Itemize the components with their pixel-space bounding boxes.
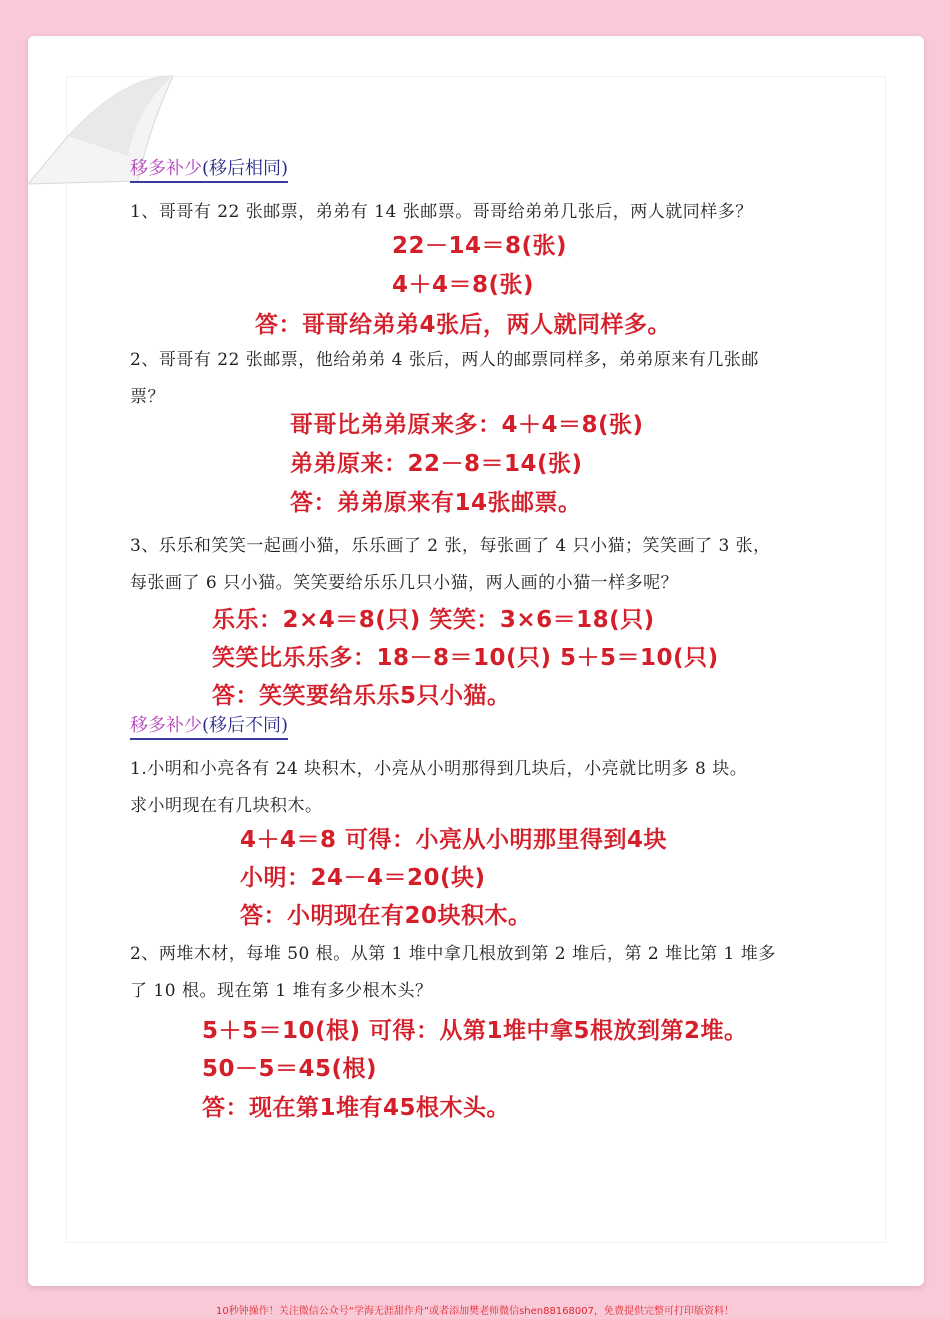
question-4-text-line-1: 1.小明和小亮各有 24 块积木，小亮从小明那得到几块后，小亮就比明多 8 块。 (130, 759, 748, 779)
answer-3-line-1: 乐乐：2×4＝8(只) 笑笑：3×6＝18(只) (212, 607, 655, 633)
answer-2-line-2: 弟弟原来：22－8＝14(张) (290, 451, 583, 477)
answer-1-line-2: 4＋4＝8(张) (392, 272, 535, 298)
question-5-text-line-2: 了 10 根。现在第 1 堆有多少根木头？ (130, 981, 433, 1001)
answer-3-line-3: 答：笑笑要给乐乐5只小猫。 (212, 683, 511, 709)
question-3-text-line-1: 3、乐乐和笑笑一起画小猫，乐乐画了 2 张，每张画了 4 只小猫；笑笑画了 3 张， (130, 536, 771, 556)
answer-3-line-2: 笑笑比乐乐多：18－8＝10(只) 5＋5＝10(只) (212, 645, 719, 671)
section-heading-same (130, 158, 288, 183)
question-2-text-line-1: 2、哥哥有 22 张邮票，他给弟弟 4 张后，两人的邮票同样多，弟弟原来有几张邮 (130, 350, 759, 370)
heading-sub: (移后相同) (202, 158, 289, 179)
answer-4-line-1: 4＋4＝8 可得：小亮从小明那里得到4块 (240, 827, 668, 853)
question-5-text-line-1: 2、两堆木材，每堆 50 根。从第 1 堆中拿几根放到第 2 堆后，第 2 堆比第 1 堆多 (130, 944, 776, 964)
question-3-text-line-2: 每张画了 6 只小猫。笑笑要给乐乐几只小猫，两人画的小猫一样多呢？ (130, 573, 679, 593)
answer-2-line-1: 哥哥比弟弟原来多：4＋4＝8(张) (290, 412, 644, 438)
answer-4-line-2: 小明：24－4＝20(块) (240, 865, 486, 891)
answer-5-line-2: 50－5＝45(根) (202, 1056, 378, 1082)
answer-5-line-3: 答：现在第1堆有45根木头。 (202, 1095, 511, 1121)
heading-sub: (移后不同) (202, 715, 289, 736)
heading-main: 移多补少 (130, 158, 202, 179)
question-4-text-line-2: 求小明现在有几块积木。 (130, 796, 323, 816)
footer-notice: 10秒钟操作！关注微信公众号“学海无涯甜作舟”或者添加樊老师微信shen88168007，免费提供完整可打印版资料！ (215, 1306, 735, 1317)
answer-1-line-1: 22－14＝8(张) (392, 233, 568, 259)
heading-main: 移多补少 (130, 715, 202, 736)
answer-2-line-3: 答：弟弟原来有14张邮票。 (290, 490, 582, 516)
answer-5-line-1: 5＋5＝10(根) 可得：从第1堆中拿5根放到第2堆。 (202, 1018, 748, 1044)
question-2-text-line-2: 票？ (130, 387, 165, 407)
answer-4-line-3: 答：小明现在有20块积木。 (240, 903, 532, 929)
question-1-text: 1、哥哥有 22 张邮票，弟弟有 14 张邮票。哥哥给弟弟几张后，两人就同样多？ (130, 202, 753, 222)
section-heading-different (130, 715, 288, 740)
answer-1-line-3: 答：哥哥给弟弟4张后，两人就同样多。 (255, 312, 672, 338)
